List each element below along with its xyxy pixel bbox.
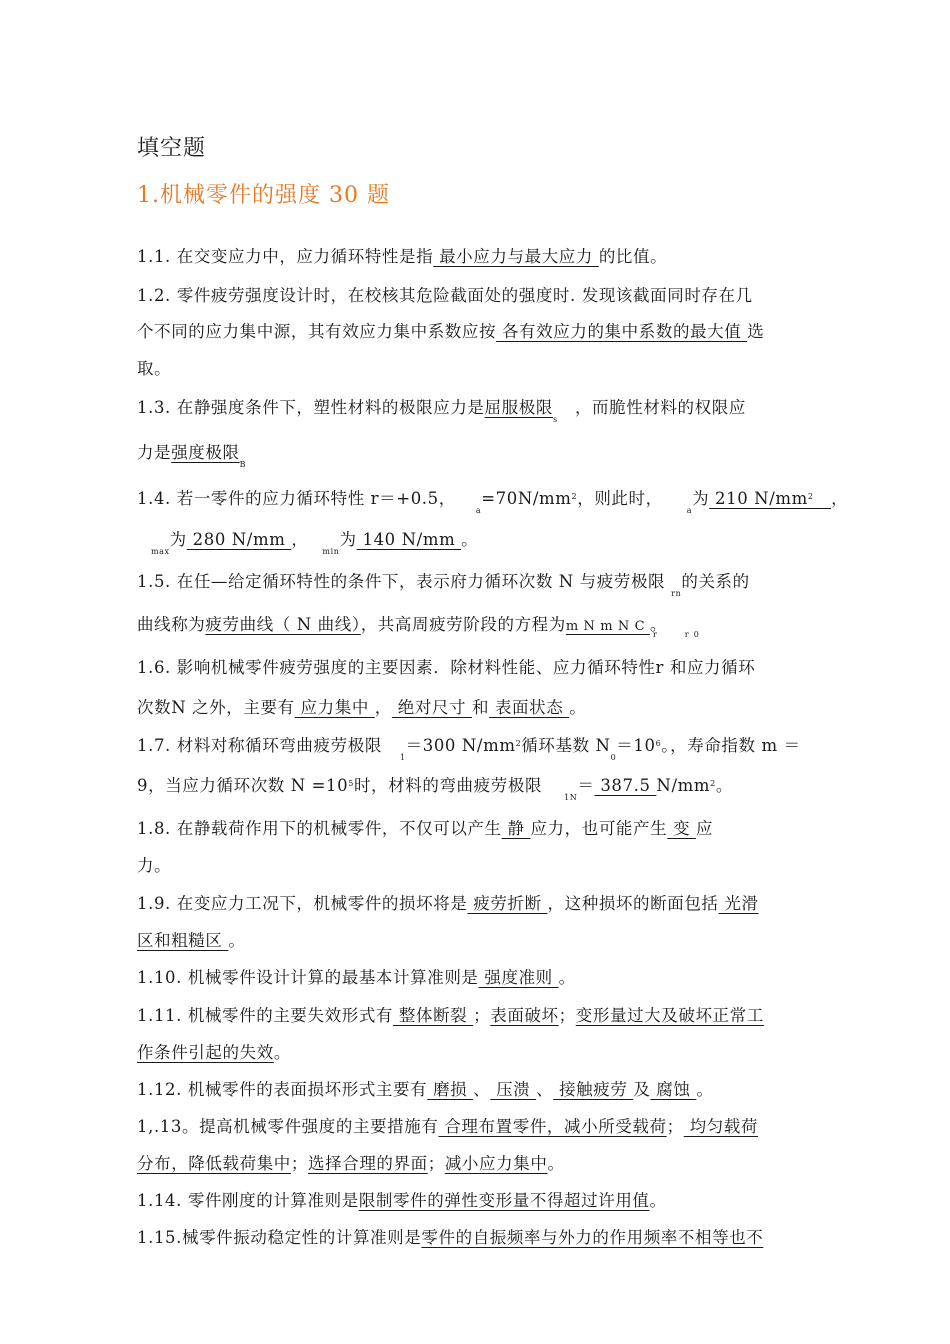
answer-blank: 疲劳折断: [467, 894, 548, 913]
subscript: max: [151, 547, 170, 556]
answer-blank: 应力集中: [294, 698, 375, 717]
text: 。: [569, 698, 587, 717]
answer-blank: 变: [667, 819, 697, 838]
text: 1.14. 零件刚度的计算准则是: [137, 1191, 359, 1210]
text: 。: [696, 1080, 714, 1099]
question-1-15: [137, 1226, 839, 1250]
text: 1.15.械零件振动稳定性的计算准则是: [137, 1228, 422, 1247]
text: 1.5. 在任—给定循环特性的条件下，表示府力循环次数 N 与疲劳极限: [137, 572, 666, 591]
text: 曲线称为: [137, 615, 206, 634]
answer-blank: 变形量过大及破坏正常工: [575, 1006, 764, 1025]
answer-blank: 压溃: [490, 1080, 537, 1099]
answer-blank: 280 N/mm: [186, 530, 292, 549]
question-1-13-line1: [137, 1115, 839, 1139]
text: 。，寿命指数 m ＝: [661, 736, 801, 755]
subscript: rn: [671, 589, 682, 598]
text: ＝10: [616, 736, 656, 755]
text: ，: [374, 698, 392, 717]
question-1-7-line2: [137, 774, 839, 801]
text: 应: [696, 819, 714, 838]
text: 1.12. 机械零件的表面损坏形式主要有: [137, 1080, 428, 1099]
answer-blank: 疲劳曲线（ N 曲线）: [205, 615, 361, 634]
answer-blank: 静: [501, 819, 531, 838]
answer-blank: 零件的自振频率与外力的作用频率不相等也不: [421, 1228, 764, 1247]
answer-blank: 分布，降低载荷集中: [137, 1154, 291, 1173]
question-1-8-line2: 力。: [137, 856, 172, 875]
question-1-2-line1: 1.2. 零件疲劳强度设计时，在校核其危险截面处的强度时. 发现该截面同时存在几: [137, 286, 753, 305]
text: ＝300 N/mm: [405, 736, 516, 755]
superscript: 2: [710, 779, 716, 788]
text: 。: [228, 931, 246, 950]
text: 1.1. 在交变应力中，应力循环特性是指: [137, 247, 434, 266]
question-1-4-line2: $_{max}$为 280 N/mm ，$_{min}$为 140 N/mm 。: [151, 530, 479, 556]
question-1-11-line1: [137, 1004, 839, 1028]
text: 及: [633, 1080, 651, 1099]
text: ，: [831, 489, 849, 508]
text: 1.9. 在变应力工况下，机械零件的损坏将是: [137, 894, 468, 913]
question-1-3-line2: [137, 441, 839, 468]
question-1-7-line1: [137, 734, 839, 761]
answer-blank: 腐蚀: [650, 1080, 697, 1099]
text: 的比值。: [598, 247, 668, 266]
text: 循环基数 N: [521, 736, 611, 755]
superscript: 2: [515, 739, 522, 748]
answer-blank: 表面状态: [489, 698, 570, 717]
answer-blank: 各有效应力的集中系数的最大值: [496, 322, 748, 341]
page-title: 填空题: [137, 136, 207, 161]
answer-blank: 强度极限: [171, 443, 240, 462]
text: 为: [339, 530, 357, 549]
subscript: 1N: [564, 793, 578, 802]
question-1-2-line2: [137, 320, 839, 344]
answer-blank: 选择合理的界面: [308, 1154, 428, 1173]
text: 。: [715, 776, 733, 795]
subscript: r r 0: [653, 630, 699, 639]
superscript: 2: [571, 492, 578, 501]
question-1-10: [137, 966, 839, 990]
text: 为: [692, 489, 710, 508]
question-1-2-line3: 取。: [137, 359, 172, 378]
section-heading: 1.机械零件的强度 30 题: [137, 183, 390, 208]
text: 9，当应力循环次数 N =10: [137, 776, 349, 795]
text: 1,.13。提高机械零件强度的主要措施有: [137, 1117, 439, 1136]
question-1-11-line2: [137, 1041, 839, 1065]
text: ；: [666, 1117, 684, 1136]
subscript: s: [552, 415, 558, 424]
answer-blank: 限制零件的弹性变形量不得超过许用值: [358, 1191, 650, 1210]
answer-blank: m N m N C: [565, 619, 650, 634]
question-1-8-line1: [137, 817, 839, 841]
answer-blank: 表面破坏: [490, 1006, 559, 1025]
answer-blank: [709, 489, 831, 508]
text: 。: [273, 1043, 291, 1062]
superscript: 6: [655, 739, 662, 748]
answer-blank: 387.5: [594, 776, 657, 795]
text: ；: [290, 1154, 309, 1173]
text: 1.8. 在静载荷作用下的机械零件，不仅可以产生: [137, 819, 502, 838]
question-1-6-line2: [137, 696, 839, 720]
answer-blank: 光滑: [718, 894, 759, 913]
answer-blank: 屈服极限: [484, 398, 553, 417]
text: 1.11. 机械零件的主要失效形式有: [137, 1006, 394, 1025]
text: 1.4. 若一零件的应力循环特性 r＝+0.5，: [137, 489, 456, 508]
answer-blank: 磨损: [427, 1080, 474, 1099]
answer-blank: 合理布置零件，减小所受载荷: [438, 1117, 667, 1136]
question-1-4-line1: [137, 487, 849, 515]
text: ，这种损坏的断面包括: [547, 894, 719, 913]
question-1-3-line1: [137, 396, 839, 423]
question-1-12: [137, 1078, 839, 1102]
answer-blank: 作条件引起的失效: [137, 1043, 274, 1062]
text: 1.10. 机械零件设计计算的最基本计算准则是: [137, 968, 479, 987]
text: ，则此时，: [577, 489, 663, 508]
question-1-14: [137, 1189, 839, 1213]
answer-blank: 绝对尺寸: [391, 698, 472, 717]
answer-text: 210 N/mm: [709, 489, 808, 508]
text: ＝: [577, 776, 595, 795]
subscript: 0: [610, 753, 617, 762]
text: 应力，也可能产生: [530, 819, 668, 838]
question-1-5-line2: [137, 613, 839, 639]
subscript: min: [322, 547, 340, 556]
text: 、: [536, 1080, 554, 1099]
question-1-9-line2: [137, 929, 839, 953]
text: ；: [558, 1006, 576, 1025]
question-1-6-line1: 1.6. 影响机械零件疲劳强度的主要因素．除材料性能、应力循环特性r 和应力循环: [137, 658, 756, 677]
question-1-13-line2: [137, 1152, 839, 1176]
text: 。: [547, 1154, 565, 1173]
text: ，共高周疲劳阶段的方程为: [360, 615, 566, 634]
subscript: a: [686, 506, 693, 515]
text: 和: [471, 698, 490, 717]
text: =70N/mm: [481, 489, 572, 508]
answer-blank: 强度准则: [478, 968, 559, 987]
question-1-1: [137, 245, 839, 269]
subscript: a: [475, 506, 482, 515]
text: 个不同的应力集中源，其有效应力集中系数应按: [137, 322, 497, 341]
answer-blank: 减小应力集中: [444, 1154, 548, 1173]
answer-blank: 区和粗糙区: [137, 931, 229, 950]
question-1-5-line1: [137, 570, 839, 597]
answer-blank: 接触疲劳: [553, 1080, 634, 1099]
subscript: 1: [399, 753, 406, 762]
text: 。: [649, 1191, 667, 1210]
answer-blank: [553, 396, 575, 423]
answer-blank: [240, 441, 262, 468]
subscript: B: [239, 460, 247, 469]
text: 、: [473, 1080, 491, 1099]
text: 。: [461, 530, 479, 549]
text: N/mm: [656, 776, 711, 795]
text: 力是: [137, 443, 172, 462]
text: ，而脆性材料的权限应: [574, 398, 746, 417]
answer-blank: 均匀载荷: [683, 1117, 758, 1136]
text: 选: [747, 322, 765, 341]
answer-blank: 整体断裂: [393, 1006, 474, 1025]
answer-blank: 最小应力与最大应力: [433, 247, 599, 266]
text: 1.7. 材料对称循环弯曲疲劳极限: [137, 736, 382, 755]
answer-blank: 140 N/mm: [356, 530, 462, 549]
text: ；: [427, 1154, 445, 1173]
question-1-9-line1: [137, 892, 839, 916]
text: 为: [169, 530, 187, 549]
text: 。: [558, 968, 576, 987]
text: 时，材料的弯曲疲劳极限: [353, 776, 543, 795]
text: ；: [473, 1006, 491, 1025]
text: 次数N 之外，主要有: [137, 698, 295, 717]
text: 的关系的: [681, 572, 750, 591]
superscript: 2: [807, 492, 814, 501]
text: 。: [649, 615, 668, 634]
superscript: 5: [348, 779, 354, 788]
text: 1.3. 在静强度条件下，塑性材料的极限应力是: [137, 398, 485, 417]
